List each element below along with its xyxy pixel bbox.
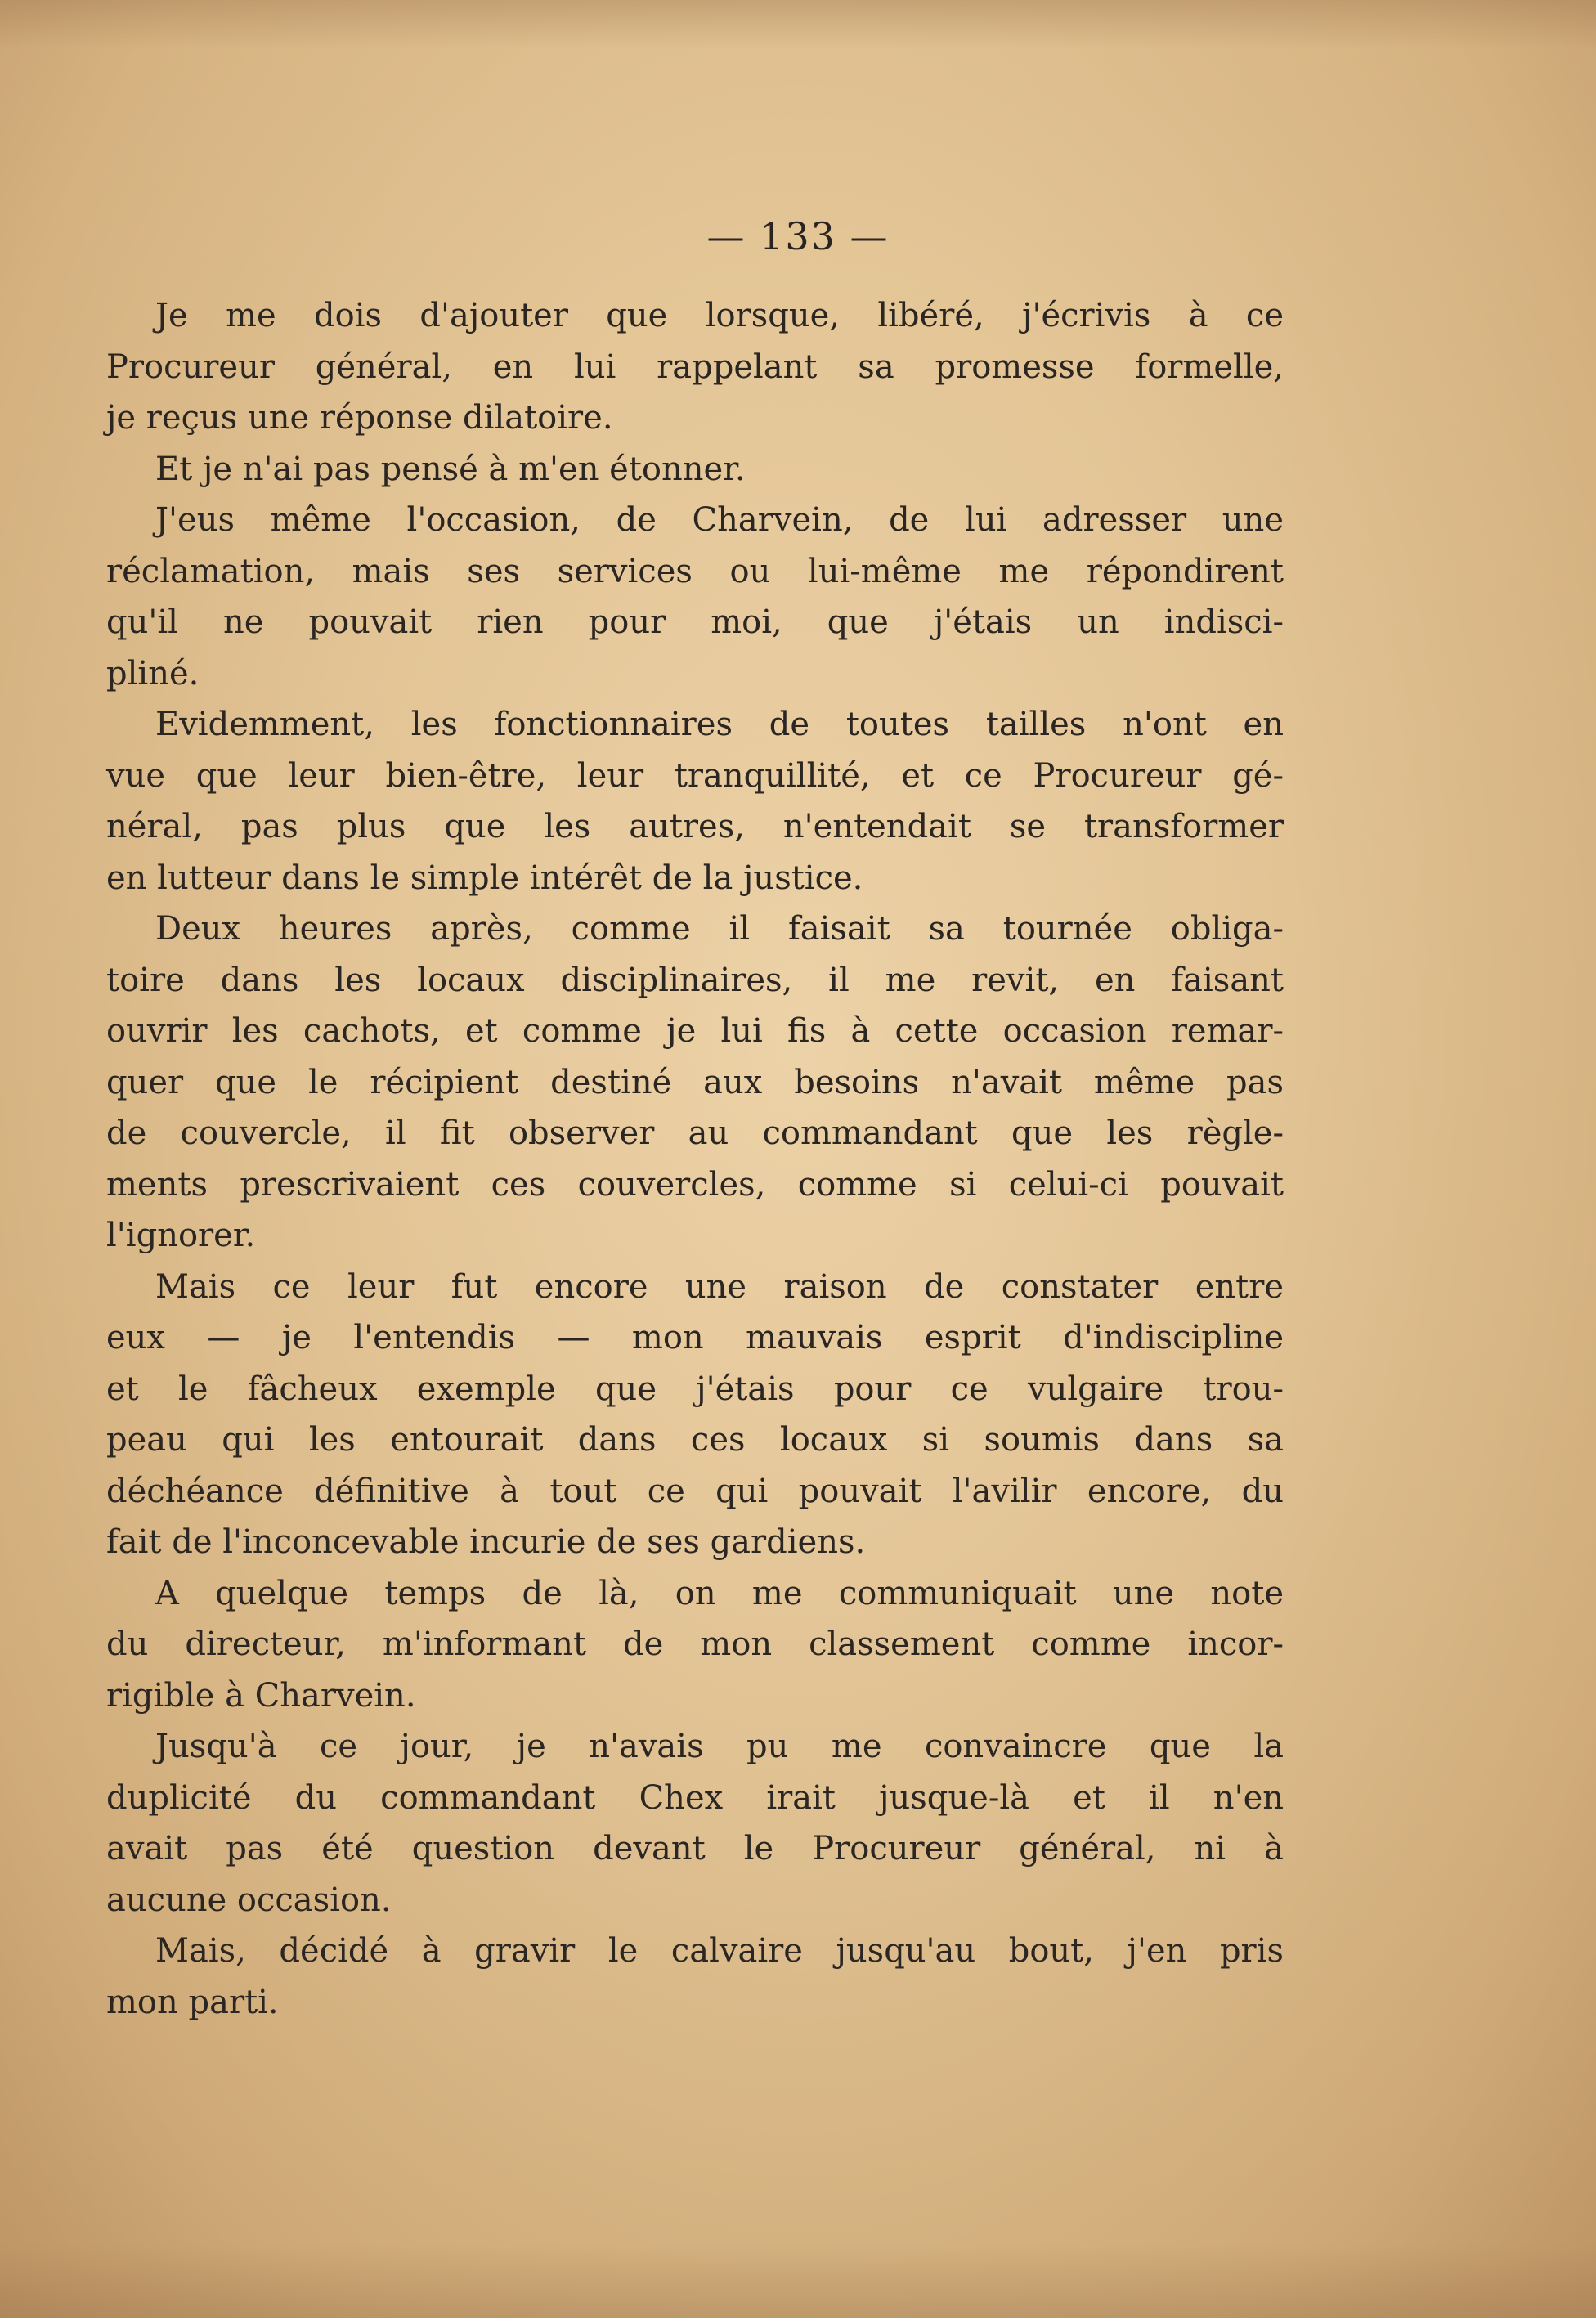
text-line: l'ignorer.	[106, 1217, 256, 1254]
text-line: Mais, décidé à gravir le calvaire jusqu'au bout, j'en pris	[155, 1932, 1284, 1970]
text-line: Et je n'ai pas pensé à m'en étonner.	[155, 450, 746, 488]
text-line: eux — je l'entendis — mon mauvais esprit d'indiscipline	[106, 1319, 1284, 1356]
text-line: aucune occasion.	[106, 1881, 392, 1919]
text-line: peau qui les entourait dans ces locaux si soumis dans sa	[106, 1421, 1284, 1459]
text-line: duplicité du commandant Chex irait jusque-là et il n'en	[106, 1778, 1284, 1817]
text-line: Jusqu'à ce jour, je n'avais pu me convaincre que la	[155, 1728, 1284, 1765]
text-line: en lutteur dans le simple intérêt de la justice.	[106, 859, 863, 897]
page-bottom-shadow	[0, 2244, 1596, 2318]
text-line: qu'il ne pouvait rien pour moi, que j'étais un indisci-	[106, 603, 1284, 641]
text-line: avait pas été question devant le Procureur général, ni à	[106, 1830, 1284, 1867]
text-line: fait de l'inconcevable incurie de ses gardiens.	[106, 1523, 866, 1561]
text-line: toire dans les locaux disciplinaires, il me revit, en faisant	[106, 961, 1284, 999]
page-top-shadow	[0, 0, 1596, 49]
text-line: ments prescrivaient ces couvercles, comme si celui-ci pouvait	[106, 1165, 1284, 1204]
text-line: Procureur général, en lui rappelant sa promesse formelle,	[106, 347, 1284, 386]
text-line: pliné.	[106, 654, 200, 693]
text-line: Evidemment, les fonctionnaires de toutes tailles n'ont en	[155, 706, 1284, 743]
text-line: néral, pas plus que les autres, n'entendait se transformer	[106, 808, 1284, 845]
text-line: vue que leur bien-être, leur tranquillité, et ce Procureur gé-	[106, 756, 1284, 795]
text-line: A quelque temps de là, on me communiquait une note	[155, 1574, 1284, 1612]
text-line: J'eus même l'occasion, de Charvein, de lui adresser une	[155, 501, 1284, 539]
text-line: déchéance définitive à tout ce qui pouvait l'avilir encore, du	[106, 1472, 1284, 1510]
text-line: réclamation, mais ses services ou lui-même me répondirent	[106, 552, 1284, 590]
body-text	[106, 290, 1284, 2028]
text-line: Deux heures après, comme il faisait sa tournée obliga-	[155, 910, 1284, 948]
text-line: je reçus une réponse dilatoire.	[106, 399, 613, 437]
text-line: de couvercle, il fit observer au commandant que les règle-	[106, 1114, 1284, 1152]
text-line: Je me dois d'ajouter que lorsque, libéré, j'écrivis à ce	[155, 297, 1284, 334]
text-line: du directeur, m'informant de mon classement comme incor-	[106, 1625, 1284, 1663]
text-line: quer que le récipient destiné aux besoins n'avait même pas	[106, 1063, 1284, 1101]
text-line: ouvrir les cachots, et comme je lui fis à cette occasion remar-	[106, 1012, 1284, 1050]
text-line: rigible à Charvein.	[106, 1676, 416, 1715]
text-line: et le fâcheux exemple que j'étais pour ce vulgaire trou-	[106, 1370, 1284, 1408]
page-number: — 133 —	[706, 214, 890, 258]
text-line: Mais ce leur fut encore une raison de constater entre	[155, 1267, 1284, 1306]
text-line: mon parti.	[106, 1983, 279, 2021]
